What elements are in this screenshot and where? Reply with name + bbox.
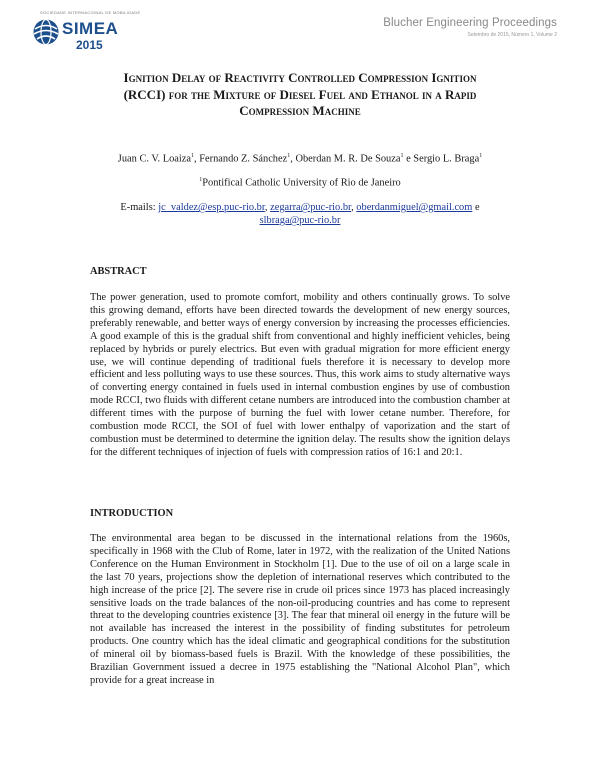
email-link[interactable]: zegarra@puc-rio.br [270,202,352,213]
affiliation-mark: 1 [199,177,203,183]
author-affil-mark: 1 [191,153,195,159]
globe-icon [32,18,60,46]
author-name: Juan C. V. Loaiza [117,153,192,165]
logo-year: 2015 [76,38,103,52]
author-separator: , [290,153,296,165]
title-line-1: Ignition Delay of Reactivity Controlled Compression Ignition [123,70,477,85]
email-separator: , [264,202,271,213]
introduction-text: The environmental area began to be discussed in the international relations from the 1960s, specifically in 1968 with the Club of Rome, later in 1972, with the realization of the United Nations Conference on the Human Environment in Stockholm [1]. Due to the use of oil on a large scale in the last 70 years, projections show the depletion of international reserves which contributed to the high increase of the price [2]. The severe rise in crude oil prices since 1973 has placed increasingly sensitive loads on the trade balances of the non-oil-producing countries and has come to represent threat to the developing countries existence [3]. The fear that mineral oil energy in the future will be not available has increased the interest in the possibility of finding substitutes for petroleum products. One country which has the ideal climatic and geographical conditions for the substitution of mineral oil by biomass-based fuels is Brazil. With the knowledge of these possibilities, the Brazilian Government issued a decree in 1975 establishing the "National Alcohol Plan", which provide for a great increase in [90,533,510,686]
title-line-2: (RCCI) for the Mixture of Diesel Fuel and Ethanol in a Rapid [123,86,477,102]
email-link[interactable]: slbraga@puc-rio.br [259,215,341,226]
journal-name: Blucher Engineering Proceedings [383,17,557,29]
author-name: Fernando Z. Sánchez [199,153,288,165]
title-line-3: Compression Machine [239,103,361,118]
email-link[interactable]: oberdanmiguel@gmail.com [356,202,473,213]
abstract-text: The power generation, used to promote comfort, mobility and others continually grows. To solve this growing demand, efforts have been directed towards the development of new energy sources, preferably renewable, and better ways of energy conversion by increasing the processes efficiencies. A good example of this is the gradual shift from conventional and highly inefficient vehicles, being replaced by hybrids or purely electrics. But even with gradual migration for more efficient energy use, we will continue depending of traditional fuels therefore it is necessary to develop more efficient and less polluting ways to use these sources. Thus, this work aims to study alternative ways of converting energy contained in fuels used in internal combustion engines by use of combustion mode RCCI, two fluids with different cetane numbers are introduced into the combustion chamber at different times with the purpose of burning the fuel with lower cetane number. Therefore, for combustion mode RCCI, the SOI of fuel with lower enthalpy of vaporization and the start of combustion must be determined to determine the ignition delay. The results show the ignition delays for the different techniques of injection of fuels with compression ratios of 16:1 and 20:1. [90,292,510,458]
author-separator: e [403,153,414,165]
logo-name: SIMEA [62,19,119,38]
journal-header [383,17,557,38]
author-name: Oberdan M. R. De Souza [295,153,401,165]
logo-tagline: SOCIEDADE INTERNACIONAL DE MOBILIDADE [40,10,141,15]
email-separator: , [351,202,357,213]
author-separator: , [194,153,200,165]
email-list [90,201,510,227]
author-name: Sergio L. Braga [413,153,480,165]
emails-label: E-mails: [120,202,159,213]
email-separator: e [472,202,480,213]
journal-issue: Setembro de 2015, Número 1, Volume 2 [467,32,557,38]
abstract-heading: ABSTRACT [90,266,147,277]
affiliation-text: Pontifical Catholic University of Rio de Janeiro [202,177,401,189]
author-list [60,153,540,164]
simea-logo [32,10,172,60]
paper-title [80,70,520,120]
affiliation [60,177,540,188]
author-affil-mark: 1 [287,153,291,159]
introduction-heading: INTRODUCTION [90,508,174,519]
author-affil-mark: 1 [400,153,404,159]
email-link[interactable]: jc_valdez@esp.puc-rio.br [158,202,265,213]
author-affil-mark: 1 [479,153,483,159]
